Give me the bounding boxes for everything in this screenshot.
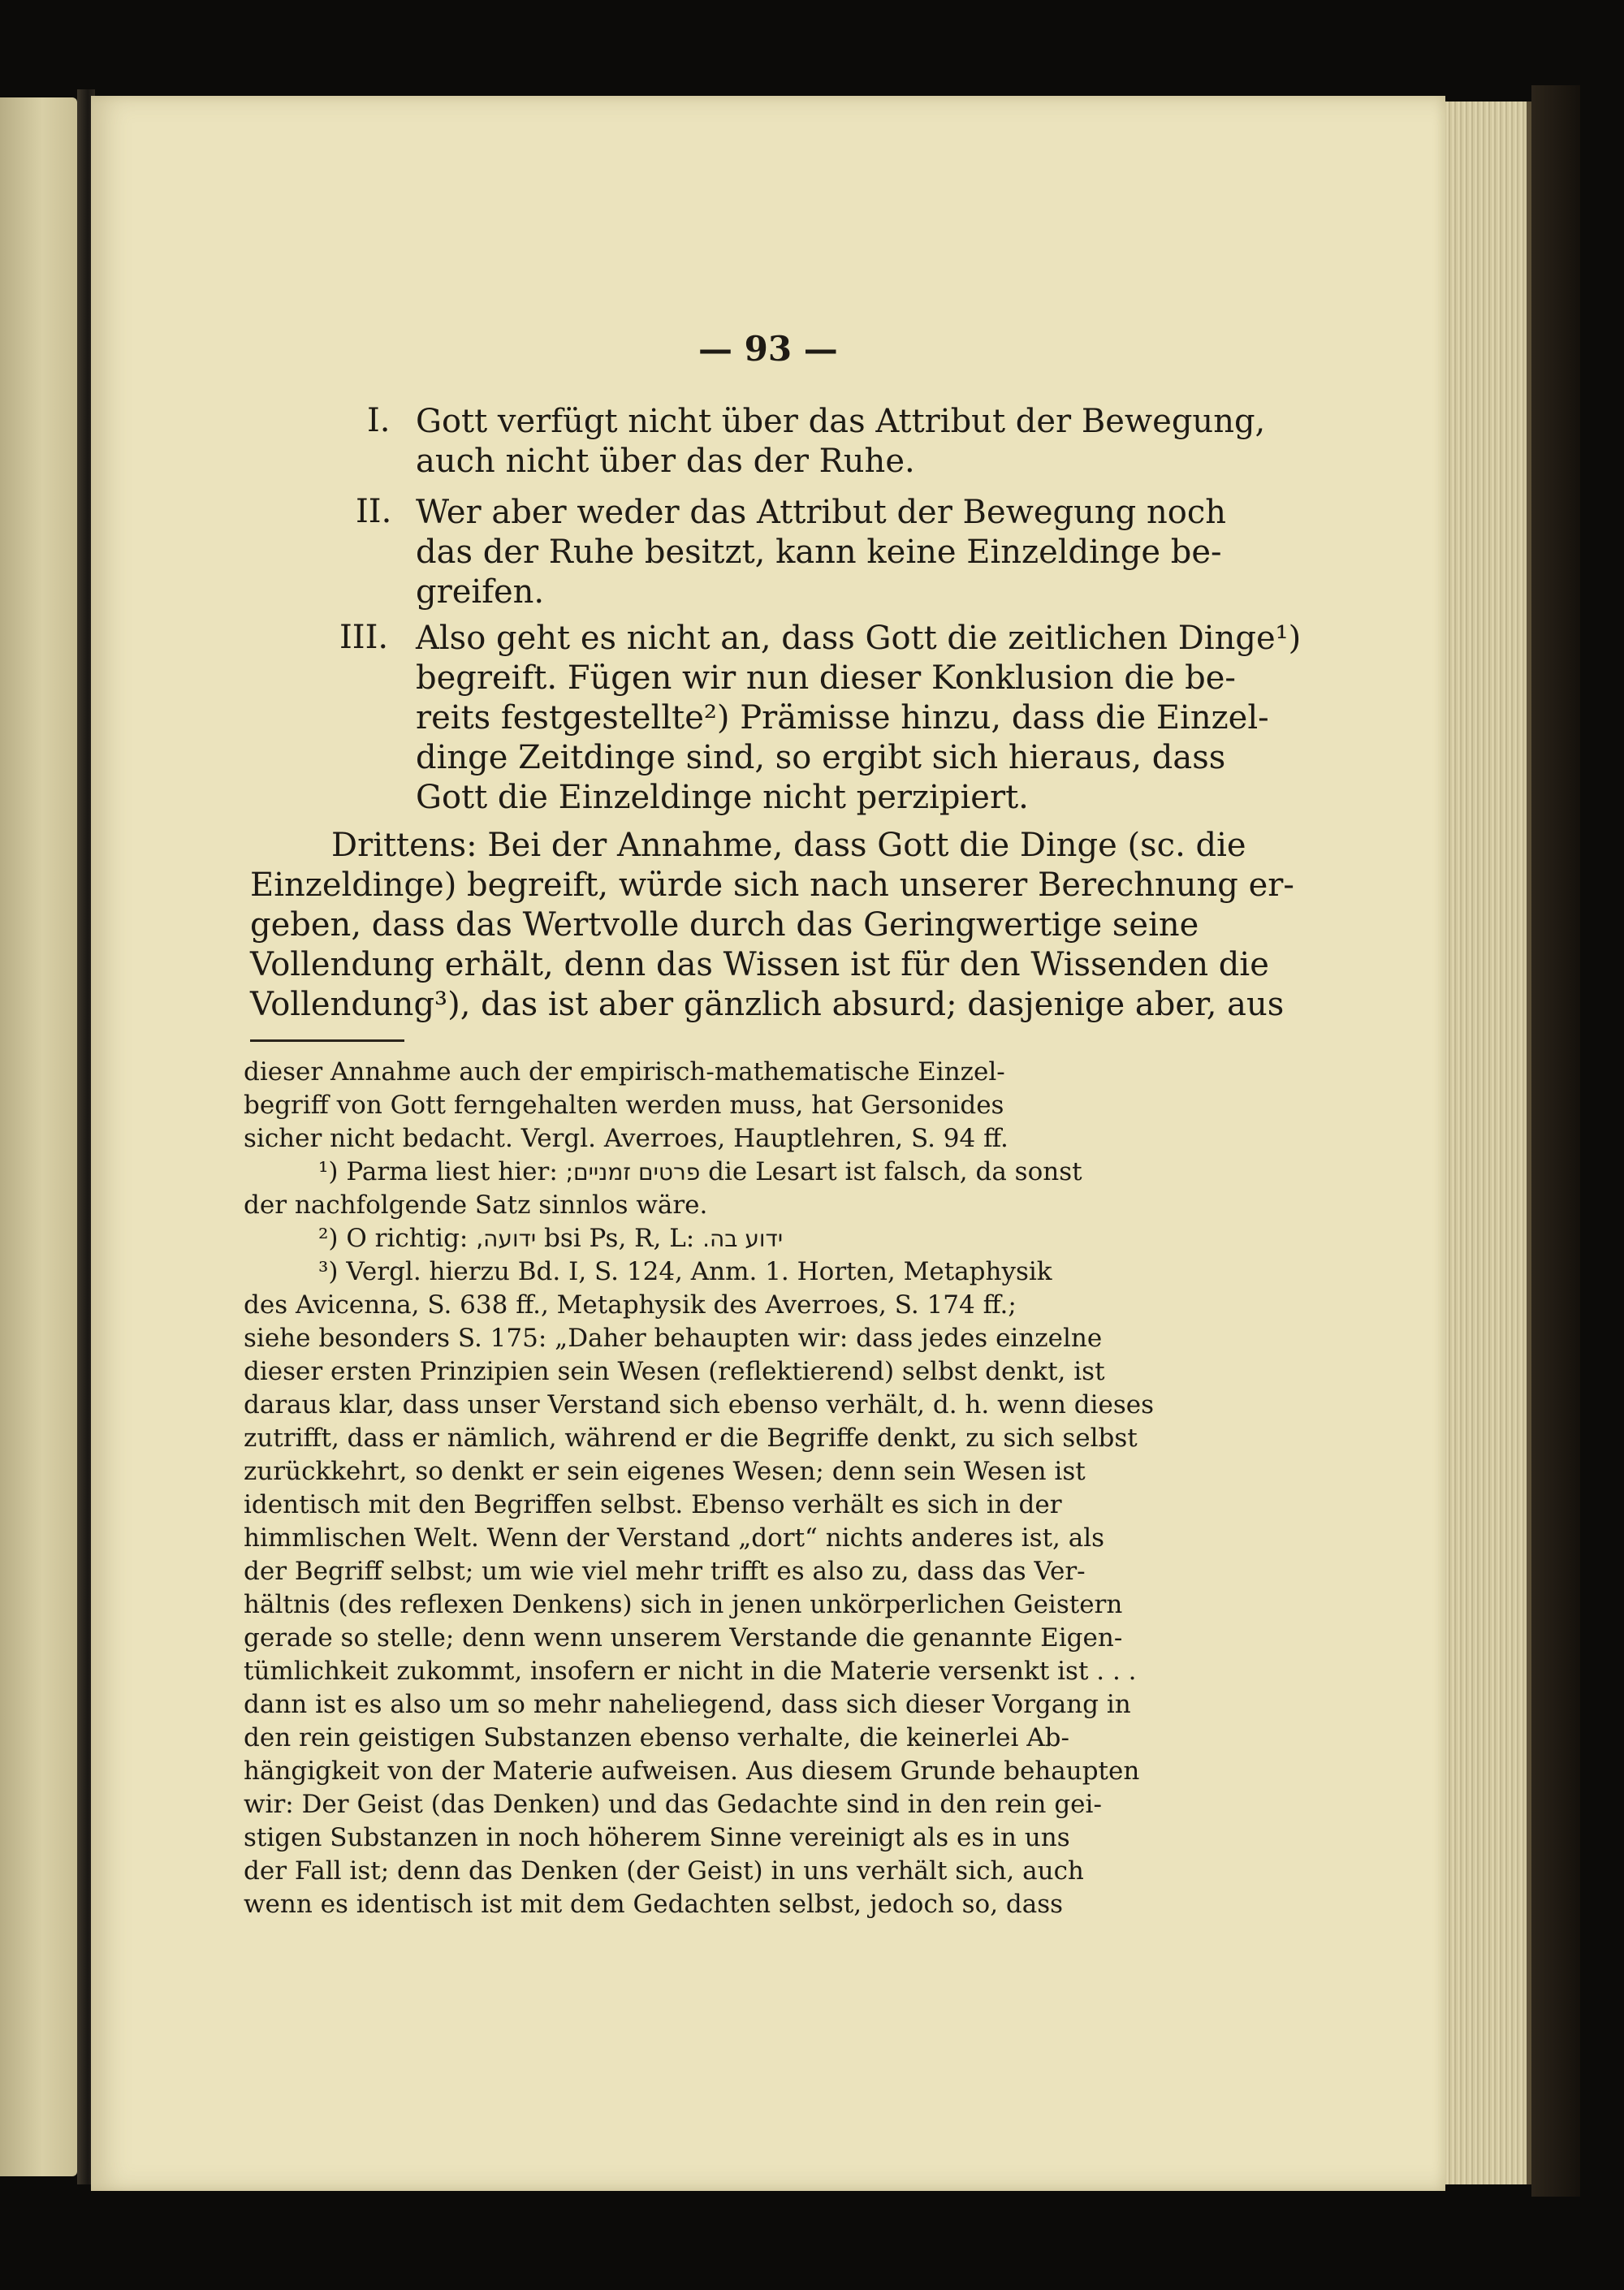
list-item-1-line-1: Gott verfügt nicht über das Attribut der Bewegung, xyxy=(416,403,1266,440)
footnote-rule xyxy=(250,1039,404,1042)
footnote-2-middle: bsi Ps, R, L: xyxy=(544,1224,695,1253)
footnote-3-line-18: stigen Substanzen in noch höherem Sinne vereinigt als es in uns xyxy=(244,1823,1070,1852)
paragraph-line-4: Vollendung erhält, denn das Wissen ist für den Wissenden die xyxy=(250,946,1269,983)
list-item-2 xyxy=(416,493,1226,612)
book-cover-edge xyxy=(1531,85,1580,2197)
list-numeral-2: II. xyxy=(356,493,392,530)
list-numeral-1: I. xyxy=(367,402,391,439)
footnote-3-line-13: tümlichkeit zukommt, insofern er nicht in die Materie versenkt ist . . . xyxy=(244,1657,1137,1686)
footnote-continuation-line-2: begriff von Gott ferngehalten werden muss, hat Gersonides xyxy=(244,1091,1004,1120)
footnote-3-line-16: hängigkeit von der Materie aufweisen. Aus diesem Grunde behaupten xyxy=(244,1756,1140,1786)
paragraph-line-2: Einzeldinge) begreift, würde sich nach unserer Berechnung er- xyxy=(250,866,1294,904)
footnote-3-line-7: zurückkehrt, so denkt er sein eigenes Wesen; denn sein Wesen ist xyxy=(244,1457,1086,1486)
footnote-2 xyxy=(244,1222,1154,1255)
footnote-3-line-3: siehe besonders S. 175: „Daher behaupten wir: dass jedes einzelne xyxy=(244,1324,1103,1353)
list-item-1-line-2: auch nicht über das der Ruhe. xyxy=(416,443,915,480)
list-item-2-line-1: Wer aber weder das Attribut der Bewegung noch xyxy=(416,494,1226,531)
footnote-3-line-12: gerade so stelle; denn wenn unserem Verstande die genannte Eigen- xyxy=(244,1623,1123,1653)
list-item-3 xyxy=(416,619,1301,818)
footnote-3-line-9: himmlischen Welt. Wenn der Verstand „dort“ nichts anderes ist, als xyxy=(244,1523,1105,1553)
footnote-2-prefix: ²) O richtig: xyxy=(318,1224,469,1253)
footnote-3-line-2: des Avicenna, S. 638 ff., Metaphysik des Averroes, S. 174 ff.; xyxy=(244,1290,1017,1320)
footnote-3-line-6: zutrifft, dass er nämlich, während er die Begriffe denkt, zu sich selbst xyxy=(244,1424,1138,1453)
list-item-3-line-4: dinge Zeitdinge sind, so ergibt sich hieraus, dass xyxy=(416,739,1226,776)
paragraph-drittens xyxy=(250,826,1294,1025)
page-edges xyxy=(1445,102,1531,2184)
paragraph-line-3: geben, dass das Wertvolle durch das Geringwertige seine xyxy=(250,906,1199,944)
footnote-3-line-14: dann ist es also um so mehr naheliegend, dass sich dieser Vorgang in xyxy=(244,1690,1131,1719)
footnote-3-line-19: der Fall ist; denn das Denken (der Geist) in uns verhält sich, auch xyxy=(244,1856,1084,1886)
footnote-continuation-line-3: sicher nicht bedacht. Vergl. Averroes, Hauptlehren, S. 94 ff. xyxy=(244,1124,1009,1153)
list-item-2-line-3: greifen. xyxy=(416,573,545,611)
footnote-1-line-1 xyxy=(244,1156,1154,1189)
footnote-3-line-1: ³) Vergl. hierzu Bd. I, S. 124, Anm. 1. Horten, Metaphysik xyxy=(318,1257,1052,1286)
list-item-1 xyxy=(416,402,1265,482)
list-numeral-3: III. xyxy=(339,619,389,656)
footnote-1-hebrew: פרטים זמניים; xyxy=(565,1159,701,1186)
left-page-edge xyxy=(0,97,77,2176)
footnote-3-line-15: den rein geistigen Substanzen ebenso verhalte, die keinerlei Ab- xyxy=(244,1723,1070,1752)
list-item-3-line-5: Gott die Einzeldinge nicht perzipiert. xyxy=(416,779,1029,816)
list-item-3-line-1: Also geht es nicht an, dass Gott die zeitlichen Dinge¹) xyxy=(416,620,1302,657)
footnote-3-line-8: identisch mit den Begriffen selbst. Ebenso verhält es sich in der xyxy=(244,1490,1062,1519)
list-item-2-line-2: das der Ruhe besitzt, kann keine Einzeldinge be- xyxy=(416,534,1222,571)
footnotes xyxy=(244,1056,1154,1921)
footnote-3-line-17: wir: Der Geist (das Denken) und das Gedachte sind in den rein gei- xyxy=(244,1790,1102,1819)
list-item-3-line-3: reits festgestellte²) Prämisse hinzu, dass die Einzel- xyxy=(416,699,1269,737)
footnote-3-line-20: wenn es identisch ist mit dem Gedachten selbst, jedoch so, dass xyxy=(244,1890,1064,1919)
footnote-1-line-2: der nachfolgende Satz sinnlos wäre. xyxy=(244,1190,708,1220)
paragraph-line-1: Drittens: Bei der Annahme, dass Gott die Dinge (sc. die xyxy=(331,827,1246,864)
footnote-1-suffix: die Lesart ist falsch, da sonst xyxy=(708,1157,1082,1186)
paragraph-line-5: Vollendung³), das ist aber gänzlich absurd; dasjenige aber, aus xyxy=(250,986,1285,1023)
footnote-3-line-4: dieser ersten Prinzipien sein Wesen (reflektierend) selbst denkt, ist xyxy=(244,1357,1105,1386)
footnote-3-line-11: hältnis (des reflexen Denkens) sich in jenen unkörperlichen Geistern xyxy=(244,1590,1123,1619)
list-item-3-line-2: begreift. Fügen wir nun dieser Konklusion die be- xyxy=(416,659,1236,697)
footnote-3-line-5: daraus klar, dass unser Verstand sich ebenso verhält, d. h. wenn dieses xyxy=(244,1390,1155,1419)
footnote-continuation-line-1: dieser Annahme auch der empirisch-mathematische Einzel- xyxy=(244,1057,1005,1087)
footnote-2-hebrew-a: ידועה, xyxy=(476,1225,537,1252)
footnote-2-hebrew-b: ידוע בה. xyxy=(702,1225,784,1252)
footnote-3-line-10: der Begriff selbst; um wie viel mehr trifft es also zu, dass das Ver- xyxy=(244,1557,1086,1586)
page-number: — 93 — xyxy=(698,329,838,369)
footnote-1-prefix: ¹) Parma liest hier: xyxy=(318,1157,558,1186)
